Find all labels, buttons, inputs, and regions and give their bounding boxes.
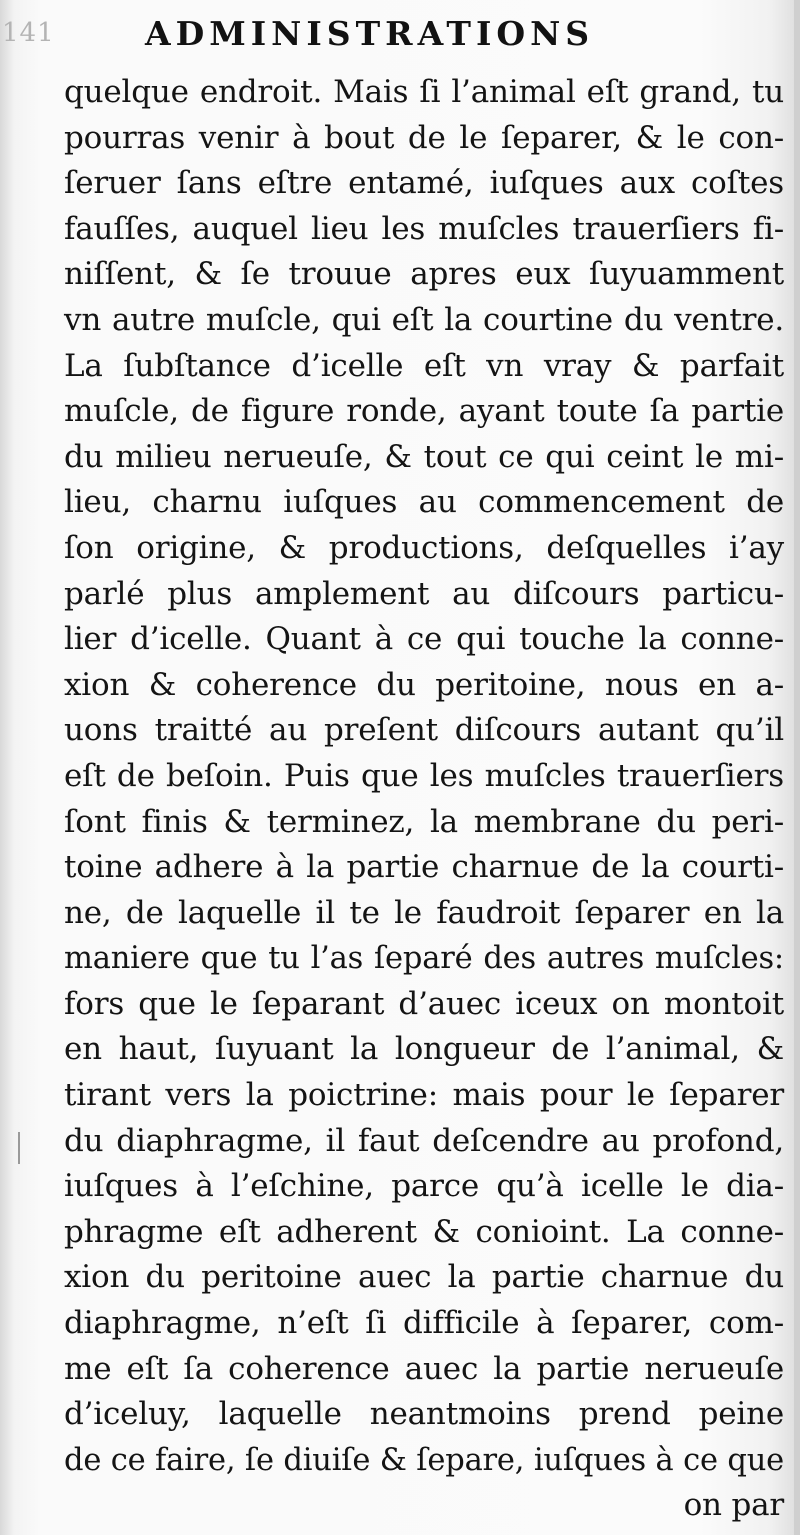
page-number: 141 bbox=[2, 18, 55, 48]
text-line: ſeruer ſans eſtre entamé, iuſques aux coſtes bbox=[64, 165, 784, 202]
text-line: toine adhere à la partie charnue de la courti- bbox=[64, 849, 784, 886]
margin-mark bbox=[18, 1132, 20, 1164]
text-line: fauſſes, auquel lieu les muſcles trauerſiers fi- bbox=[64, 210, 784, 247]
text-line: lieu, charnu iuſques au commencement de bbox=[64, 484, 784, 521]
text-line: muſcle, de figure ronde, ayant toute ſa partie bbox=[64, 393, 784, 430]
text-line: parlé plus amplement au diſcours particu- bbox=[64, 575, 784, 612]
text-line: niſſent, & ſe trouue apres eux ſuyuamment bbox=[64, 256, 784, 293]
text-line: d’iceluy, laquelle neantmoins prend peine bbox=[64, 1396, 784, 1433]
running-head: ADMINISTRATIONS bbox=[145, 14, 595, 53]
text-line: diaphragme, n’eſt ſi difficile à ſeparer, com- bbox=[64, 1305, 784, 1342]
text-line: quelque endroit. Mais ſi l’animal eſt grand, tu bbox=[64, 74, 784, 110]
text-line: lier d’icelle. Quant à ce qui touche la conne- bbox=[64, 621, 784, 658]
text-line: me eſt ſa coherence auec la partie nerueuſe bbox=[64, 1350, 784, 1387]
text-line: en haut, ſuyuant la longueur de l’animal, & bbox=[64, 1031, 784, 1068]
text-line: ne, de laquelle il te le faudroit ſeparer en la bbox=[64, 894, 784, 931]
text-line: tirant vers la poictrine: mais pour le ſeparer bbox=[64, 1077, 784, 1114]
page-edge-shadow bbox=[794, 0, 800, 1535]
text-line: xion & coherence du peritoine, nous en a- bbox=[64, 666, 784, 703]
text-line: phragme eſt adherent & conioint. La conne- bbox=[64, 1213, 784, 1250]
text-line: eſt de beſoin. Puis que les muſcles trauerſiers bbox=[64, 757, 784, 794]
body-text bbox=[64, 70, 784, 1529]
text-line: ſon origine, & productions, deſquelles i’ay bbox=[64, 529, 784, 566]
text-line: La ſubſtance d’icelle eſt vn vray & parfait bbox=[64, 347, 784, 384]
text-line: iuſques à l’eſchine, parce qu’à icelle le dia- bbox=[64, 1168, 784, 1205]
text-line: ſont finis & terminez, la membrane du peri- bbox=[64, 803, 784, 840]
text-line: de ce faire, ſe diuiſe & ſepare, iuſques à ce que bbox=[64, 1442, 784, 1478]
catchword: on par bbox=[683, 1487, 784, 1524]
text-line: du diaphragme, il faut deſcendre au profond, bbox=[64, 1122, 784, 1159]
text-line: maniere que tu l’as ſeparé des autres muſcles: bbox=[64, 941, 784, 977]
text-line: vn autre muſcle, qui eſt la courtine du ventre. bbox=[64, 301, 784, 338]
text-line: pourras venir à bout de le ſeparer, & le con- bbox=[64, 119, 784, 156]
text-line: du milieu nerueuſe, & tout ce qui ceint le mi- bbox=[64, 438, 784, 475]
text-line: uons traitté au preſent diſcours autant qu’il bbox=[64, 712, 784, 749]
text-line: fors que le ſeparant d’auec iceux on montoit bbox=[64, 985, 784, 1022]
text-line: xion du peritoine auec la partie charnue du bbox=[64, 1259, 784, 1296]
